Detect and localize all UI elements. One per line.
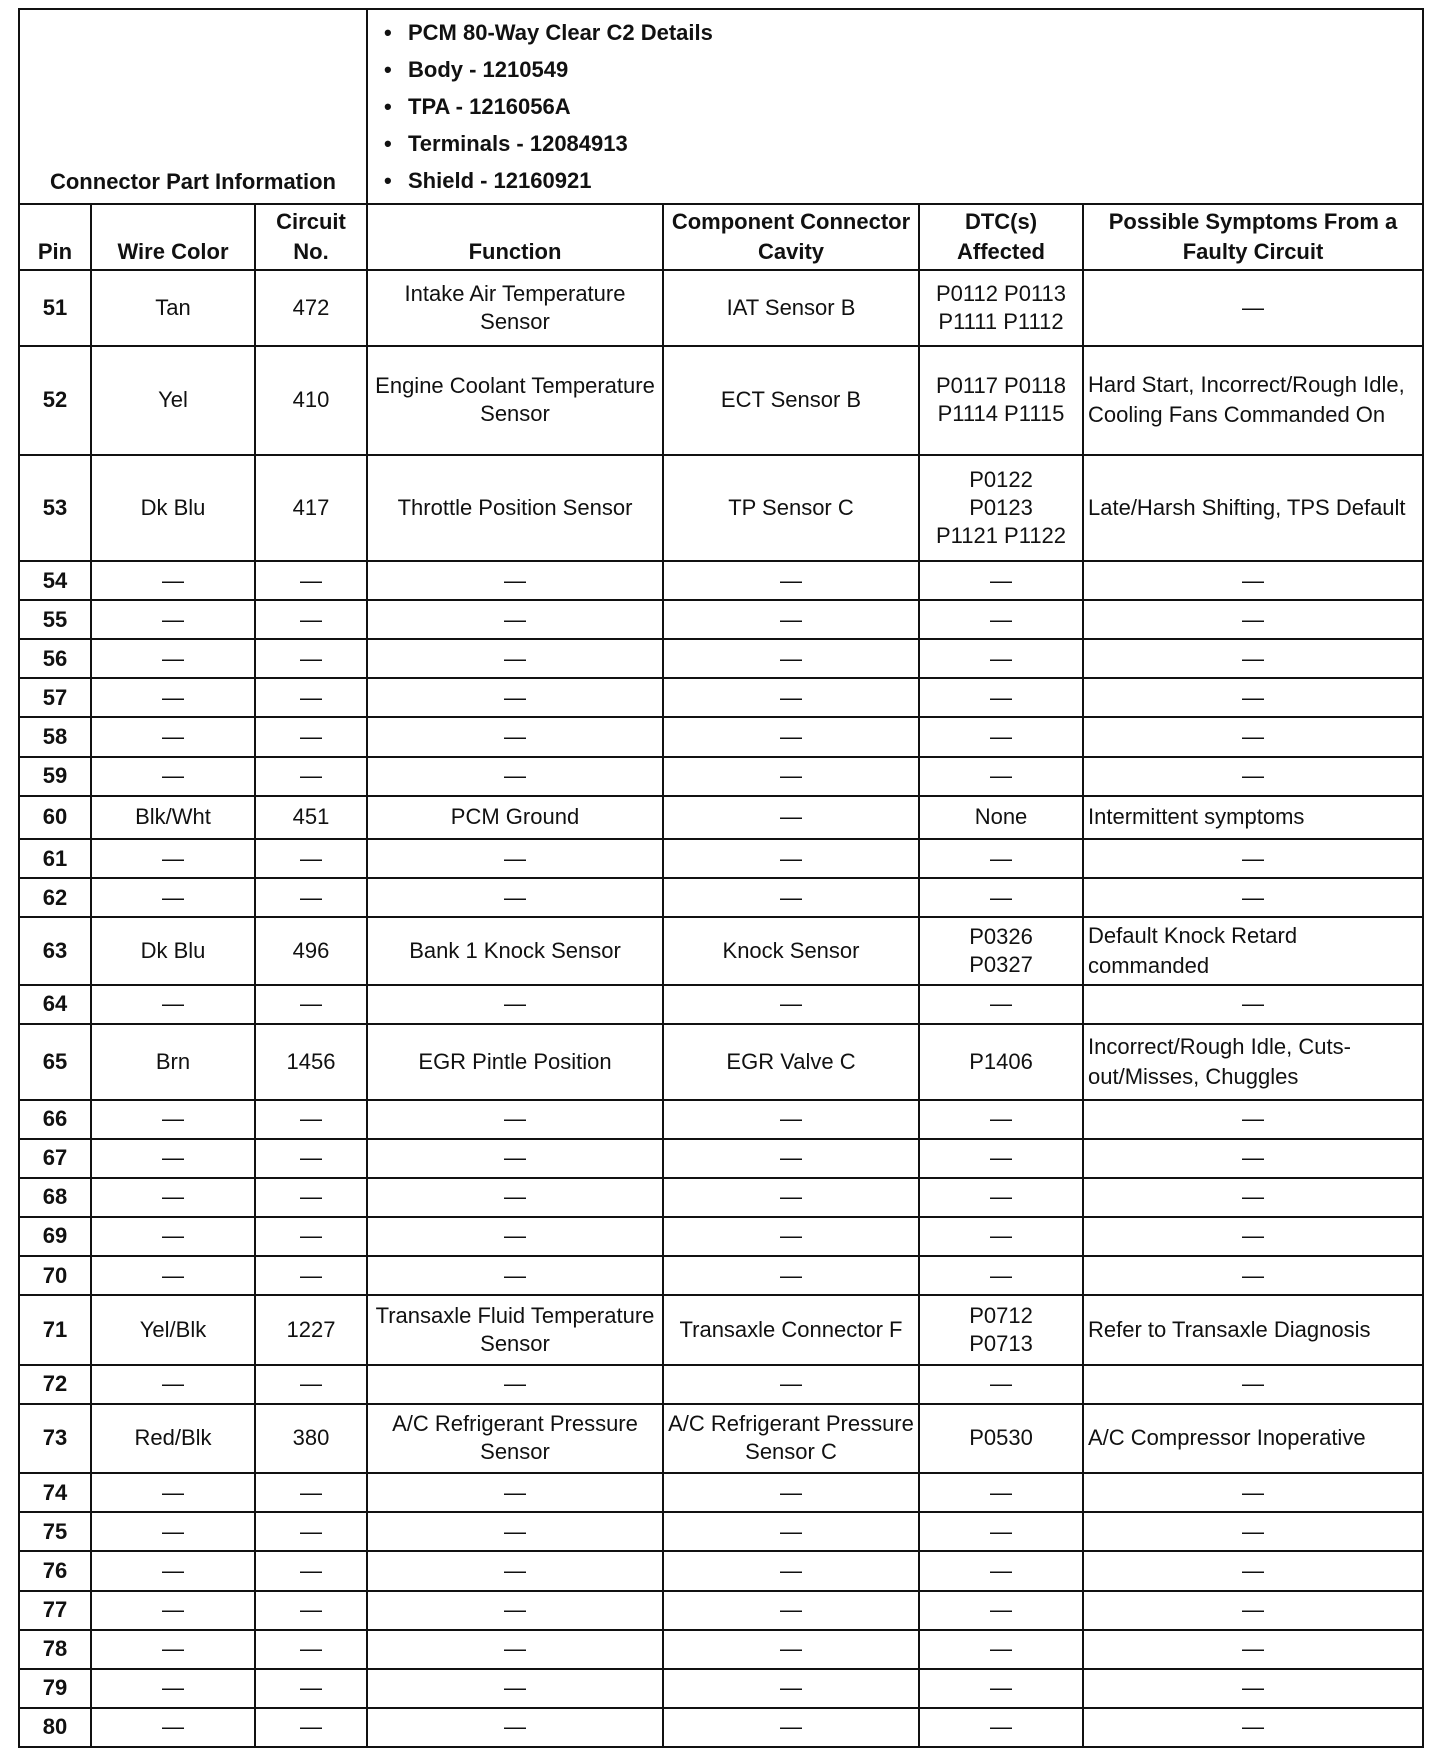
dtc-cell: P0112 P0113 P1111 P1112: [919, 270, 1083, 346]
table-row: [19, 455, 1423, 561]
pin-cell: 58: [19, 717, 91, 756]
symptoms-cell: —: [1083, 678, 1423, 717]
function-cell: —: [367, 639, 663, 678]
dtc-cell: —: [919, 878, 1083, 917]
component-cavity-cell: —: [663, 1591, 919, 1630]
dtc-cell: —: [919, 1178, 1083, 1217]
function-cell: —: [367, 839, 663, 878]
symptoms-cell: —: [1083, 270, 1423, 346]
function-cell: —: [367, 1512, 663, 1551]
connector-detail-item: • Body - 1210549: [408, 51, 1412, 88]
wire-color-cell: —: [91, 1473, 255, 1512]
component-cavity-cell: —: [663, 878, 919, 917]
circuit-no-cell: 417: [255, 455, 367, 561]
component-cavity-cell: —: [663, 1365, 919, 1404]
connector-detail-item: • PCM 80-Way Clear C2 Details: [408, 14, 1412, 51]
component-cavity-cell: —: [663, 839, 919, 878]
symptoms-cell: —: [1083, 1551, 1423, 1590]
function-cell: —: [367, 1365, 663, 1404]
circuit-no-cell: 1227: [255, 1295, 367, 1365]
pin-cell: 66: [19, 1100, 91, 1139]
component-cavity-cell: IAT Sensor B: [663, 270, 919, 346]
symptoms-cell: Incorrect/Rough Idle, Cuts-out/Misses, Chuggles: [1083, 1024, 1423, 1100]
symptoms-cell: —: [1083, 717, 1423, 756]
circuit-no-cell: 496: [255, 917, 367, 984]
symptoms-cell: —: [1083, 1591, 1423, 1630]
symptoms-cell: —: [1083, 561, 1423, 600]
connector-detail-item: • Terminals - 12084913: [408, 125, 1412, 162]
dtc-cell: —: [919, 1473, 1083, 1512]
function-cell: —: [367, 1551, 663, 1590]
pin-cell: 63: [19, 917, 91, 984]
wire-color-cell: —: [91, 1256, 255, 1295]
component-cavity-cell: —: [663, 1630, 919, 1669]
wire-color-cell: Yel: [91, 346, 255, 455]
wire-color-cell: —: [91, 1551, 255, 1590]
wire-color-cell: —: [91, 678, 255, 717]
dtc-cell: None: [919, 796, 1083, 839]
table-row: [19, 346, 1423, 455]
function-cell: —: [367, 1473, 663, 1512]
dtc-cell: —: [919, 717, 1083, 756]
pin-cell: 65: [19, 1024, 91, 1100]
connector-pinout-table: [18, 8, 1424, 1748]
circuit-no-cell: —: [255, 757, 367, 796]
circuit-no-cell: —: [255, 1512, 367, 1551]
dtc-cell: —: [919, 1512, 1083, 1551]
function-cell: —: [367, 1669, 663, 1708]
wire-color-cell: —: [91, 639, 255, 678]
function-cell: —: [367, 1178, 663, 1217]
dtc-cell: —: [919, 1630, 1083, 1669]
component-cavity-cell: —: [663, 1256, 919, 1295]
component-cavity-cell: ECT Sensor B: [663, 346, 919, 455]
wire-color-cell: —: [91, 561, 255, 600]
symptoms-cell: —: [1083, 757, 1423, 796]
wire-color-cell: —: [91, 1100, 255, 1139]
circuit-no-cell: 451: [255, 796, 367, 839]
pin-cell: 72: [19, 1365, 91, 1404]
wire-color-cell: Tan: [91, 270, 255, 346]
symptoms-cell: —: [1083, 1139, 1423, 1178]
circuit-no-cell: —: [255, 639, 367, 678]
function-cell: Throttle Position Sensor: [367, 455, 663, 561]
symptoms-cell: —: [1083, 878, 1423, 917]
pin-cell: 53: [19, 455, 91, 561]
symptoms-cell: —: [1083, 1630, 1423, 1669]
component-cavity-cell: —: [663, 985, 919, 1024]
symptoms-cell: Late/Harsh Shifting, TPS Default: [1083, 455, 1423, 561]
symptoms-cell: —: [1083, 639, 1423, 678]
pin-cell: 60: [19, 796, 91, 839]
circuit-no-cell: —: [255, 1708, 367, 1747]
pin-cell: 61: [19, 839, 91, 878]
table-row: [19, 1591, 1423, 1630]
pin-cell: 52: [19, 346, 91, 455]
pin-cell: 77: [19, 1591, 91, 1630]
function-cell: —: [367, 1100, 663, 1139]
circuit-no-cell: —: [255, 600, 367, 639]
wire-color-cell: —: [91, 839, 255, 878]
component-cavity-cell: —: [663, 1551, 919, 1590]
symptoms-cell: —: [1083, 1217, 1423, 1256]
function-cell: —: [367, 1139, 663, 1178]
table-row: [19, 757, 1423, 796]
connector-details: [367, 9, 1423, 204]
function-cell: —: [367, 678, 663, 717]
circuit-no-cell: —: [255, 985, 367, 1024]
function-cell: —: [367, 985, 663, 1024]
symptoms-cell: Intermittent symptoms: [1083, 796, 1423, 839]
wire-color-cell: —: [91, 1630, 255, 1669]
pin-cell: 54: [19, 561, 91, 600]
component-cavity-cell: —: [663, 639, 919, 678]
component-cavity-cell: Transaxle Connector F: [663, 1295, 919, 1365]
pin-cell: 71: [19, 1295, 91, 1365]
wire-color-cell: —: [91, 1512, 255, 1551]
table-row: [19, 1551, 1423, 1590]
component-cavity-cell: Knock Sensor: [663, 917, 919, 984]
connector-detail-item: • Shield - 12160921: [408, 162, 1412, 199]
dtc-cell: —: [919, 1256, 1083, 1295]
circuit-no-cell: —: [255, 561, 367, 600]
circuit-no-cell: 472: [255, 270, 367, 346]
circuit-no-cell: 380: [255, 1404, 367, 1474]
component-cavity-cell: —: [663, 796, 919, 839]
component-cavity-cell: —: [663, 1708, 919, 1747]
pin-cell: 78: [19, 1630, 91, 1669]
header-symptoms: Possible Symptoms From a Faulty Circuit: [1083, 204, 1423, 270]
dtc-cell: —: [919, 639, 1083, 678]
table-row: [19, 878, 1423, 917]
function-cell: —: [367, 1630, 663, 1669]
component-cavity-cell: —: [663, 1473, 919, 1512]
dtc-cell: —: [919, 839, 1083, 878]
table-row: [19, 1217, 1423, 1256]
symptoms-cell: Hard Start, Incorrect/Rough Idle, Cooling Fans Commanded On: [1083, 346, 1423, 455]
wire-color-cell: —: [91, 1139, 255, 1178]
circuit-no-cell: —: [255, 1669, 367, 1708]
function-cell: —: [367, 1217, 663, 1256]
wire-color-cell: —: [91, 985, 255, 1024]
function-cell: —: [367, 757, 663, 796]
circuit-no-cell: —: [255, 1473, 367, 1512]
column-header-row: [19, 204, 1423, 270]
header-wire-color: Wire Color: [91, 204, 255, 270]
dtc-cell: —: [919, 985, 1083, 1024]
table-row: [19, 1178, 1423, 1217]
pin-cell: 79: [19, 1669, 91, 1708]
function-cell: —: [367, 1256, 663, 1295]
pin-cell: 76: [19, 1551, 91, 1590]
dtc-cell: P0326 P0327: [919, 917, 1083, 984]
dtc-cell: P0122 P0123 P1121 P1122: [919, 455, 1083, 561]
table-row: [19, 678, 1423, 717]
table-row: [19, 1365, 1423, 1404]
function-cell: —: [367, 561, 663, 600]
symptoms-cell: —: [1083, 1512, 1423, 1551]
function-cell: —: [367, 1591, 663, 1630]
component-cavity-cell: EGR Valve C: [663, 1024, 919, 1100]
table-row: [19, 600, 1423, 639]
wire-color-cell: —: [91, 757, 255, 796]
component-cavity-cell: —: [663, 1139, 919, 1178]
symptoms-cell: —: [1083, 1473, 1423, 1512]
table-row: [19, 1473, 1423, 1512]
dtc-cell: —: [919, 1139, 1083, 1178]
function-cell: —: [367, 878, 663, 917]
dtc-cell: —: [919, 678, 1083, 717]
circuit-no-cell: —: [255, 1256, 367, 1295]
pin-cell: 51: [19, 270, 91, 346]
symptoms-cell: Refer to Transaxle Diagnosis: [1083, 1295, 1423, 1365]
dtc-cell: —: [919, 1591, 1083, 1630]
wire-color-cell: —: [91, 878, 255, 917]
dtc-cell: —: [919, 1708, 1083, 1747]
symptoms-cell: —: [1083, 985, 1423, 1024]
circuit-no-cell: —: [255, 1365, 367, 1404]
symptoms-cell: —: [1083, 839, 1423, 878]
symptoms-cell: Default Knock Retard commanded: [1083, 917, 1423, 984]
function-cell: —: [367, 717, 663, 756]
symptoms-cell: —: [1083, 1256, 1423, 1295]
function-cell: PCM Ground: [367, 796, 663, 839]
pin-cell: 73: [19, 1404, 91, 1474]
function-cell: Bank 1 Knock Sensor: [367, 917, 663, 984]
dtc-cell: —: [919, 1551, 1083, 1590]
table-row: [19, 1024, 1423, 1100]
circuit-no-cell: —: [255, 1591, 367, 1630]
pin-cell: 68: [19, 1178, 91, 1217]
function-cell: —: [367, 1708, 663, 1747]
header-component-cavity: Component Connector Cavity: [663, 204, 919, 270]
component-cavity-cell: TP Sensor C: [663, 455, 919, 561]
wire-color-cell: Blk/Wht: [91, 796, 255, 839]
table-row: [19, 561, 1423, 600]
circuit-no-cell: —: [255, 839, 367, 878]
table-row: [19, 1139, 1423, 1178]
header-circuit-no: Circuit No.: [255, 204, 367, 270]
symptoms-cell: —: [1083, 1178, 1423, 1217]
circuit-no-cell: —: [255, 717, 367, 756]
pin-cell: 62: [19, 878, 91, 917]
dtc-cell: —: [919, 757, 1083, 796]
connector-detail-item: • TPA - 1216056A: [408, 88, 1412, 125]
symptoms-cell: —: [1083, 600, 1423, 639]
dtc-cell: —: [919, 1100, 1083, 1139]
wire-color-cell: —: [91, 1591, 255, 1630]
component-cavity-cell: —: [663, 1100, 919, 1139]
function-cell: Intake Air Temperature Sensor: [367, 270, 663, 346]
pin-cell: 74: [19, 1473, 91, 1512]
dtc-cell: —: [919, 600, 1083, 639]
table-row: [19, 917, 1423, 984]
pin-cell: 75: [19, 1512, 91, 1551]
table-row: [19, 1404, 1423, 1474]
function-cell: EGR Pintle Position: [367, 1024, 663, 1100]
wire-color-cell: Red/Blk: [91, 1404, 255, 1474]
wire-color-cell: —: [91, 1708, 255, 1747]
symptoms-cell: —: [1083, 1708, 1423, 1747]
circuit-no-cell: —: [255, 1178, 367, 1217]
table-row: [19, 717, 1423, 756]
table-row: [19, 1256, 1423, 1295]
table-row: [19, 1630, 1423, 1669]
connector-info-row: [19, 9, 1423, 204]
dtc-cell: —: [919, 1217, 1083, 1256]
wire-color-cell: Brn: [91, 1024, 255, 1100]
table-row: [19, 985, 1423, 1024]
pin-rows: [19, 270, 1423, 1747]
component-cavity-cell: —: [663, 1669, 919, 1708]
component-cavity-cell: —: [663, 561, 919, 600]
wire-color-cell: —: [91, 717, 255, 756]
dtc-cell: P0117 P0118 P1114 P1115: [919, 346, 1083, 455]
pin-cell: 57: [19, 678, 91, 717]
table-row: [19, 839, 1423, 878]
circuit-no-cell: —: [255, 1551, 367, 1590]
component-cavity-cell: —: [663, 600, 919, 639]
wire-color-cell: —: [91, 1178, 255, 1217]
header-dtcs: DTC(s) Affected: [919, 204, 1083, 270]
circuit-no-cell: —: [255, 1139, 367, 1178]
pin-cell: 70: [19, 1256, 91, 1295]
wire-color-cell: —: [91, 1669, 255, 1708]
component-cavity-cell: —: [663, 717, 919, 756]
symptoms-cell: —: [1083, 1365, 1423, 1404]
dtc-cell: —: [919, 1669, 1083, 1708]
wire-color-cell: —: [91, 1365, 255, 1404]
symptoms-cell: —: [1083, 1669, 1423, 1708]
symptoms-cell: A/C Compressor Inoperative: [1083, 1404, 1423, 1474]
circuit-no-cell: 410: [255, 346, 367, 455]
function-cell: Transaxle Fluid Temperature Sensor: [367, 1295, 663, 1365]
function-cell: Engine Coolant Temperature Sensor: [367, 346, 663, 455]
pin-cell: 67: [19, 1139, 91, 1178]
pin-cell: 55: [19, 600, 91, 639]
component-cavity-cell: —: [663, 1178, 919, 1217]
circuit-no-cell: —: [255, 1100, 367, 1139]
wire-color-cell: Dk Blu: [91, 455, 255, 561]
wire-color-cell: —: [91, 600, 255, 639]
component-cavity-cell: —: [663, 1512, 919, 1551]
table-row: [19, 796, 1423, 839]
header-pin: Pin: [19, 204, 91, 270]
table-row: [19, 1708, 1423, 1747]
dtc-cell: P1406: [919, 1024, 1083, 1100]
circuit-no-cell: —: [255, 878, 367, 917]
pin-cell: 69: [19, 1217, 91, 1256]
connector-info-label: Connector Part Information: [19, 9, 367, 204]
table-row: [19, 1100, 1423, 1139]
component-cavity-cell: —: [663, 1217, 919, 1256]
wire-color-cell: Yel/Blk: [91, 1295, 255, 1365]
component-cavity-cell: —: [663, 678, 919, 717]
wire-color-cell: —: [91, 1217, 255, 1256]
circuit-no-cell: —: [255, 1217, 367, 1256]
circuit-no-cell: 1456: [255, 1024, 367, 1100]
pin-cell: 64: [19, 985, 91, 1024]
table-row: [19, 1295, 1423, 1365]
dtc-cell: P0530: [919, 1404, 1083, 1474]
dtc-cell: P0712 P0713: [919, 1295, 1083, 1365]
table-row: [19, 1669, 1423, 1708]
wire-color-cell: Dk Blu: [91, 917, 255, 984]
component-cavity-cell: —: [663, 757, 919, 796]
circuit-no-cell: —: [255, 678, 367, 717]
function-cell: A/C Refrigerant Pressure Sensor: [367, 1404, 663, 1474]
table-row: [19, 270, 1423, 346]
symptoms-cell: —: [1083, 1100, 1423, 1139]
pin-cell: 59: [19, 757, 91, 796]
dtc-cell: —: [919, 561, 1083, 600]
connector-pinout-sheet: [18, 8, 1422, 1748]
table-row: [19, 1512, 1423, 1551]
circuit-no-cell: —: [255, 1630, 367, 1669]
header-function: Function: [367, 204, 663, 270]
function-cell: —: [367, 600, 663, 639]
component-cavity-cell: A/C Refrigerant Pressure Sensor C: [663, 1404, 919, 1474]
pin-cell: 56: [19, 639, 91, 678]
table-row: [19, 639, 1423, 678]
dtc-cell: —: [919, 1365, 1083, 1404]
pin-cell: 80: [19, 1708, 91, 1747]
